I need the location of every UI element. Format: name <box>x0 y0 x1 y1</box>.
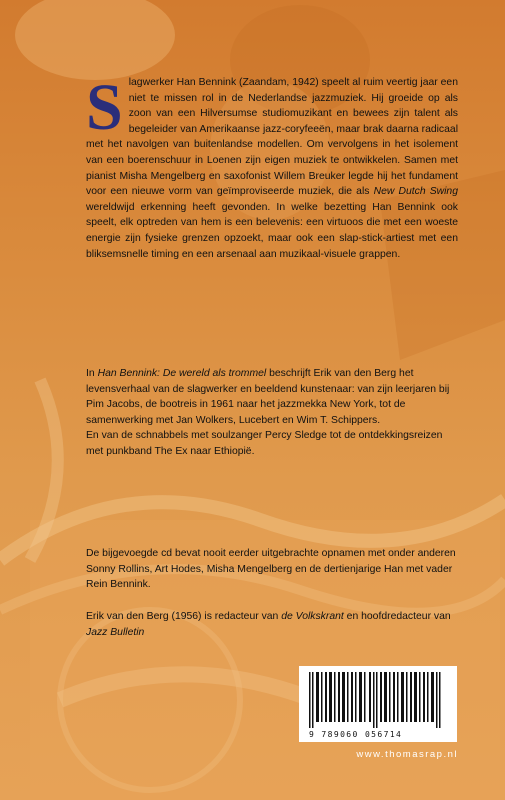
publisher-url[interactable]: www.thomasrap.nl <box>356 749 458 760</box>
summary-paragraph-2: En van de schnabbels met soulzanger Percy Sledge tot de ontdekkingsreizen met punkband The Ex naar Ethiopië. <box>86 430 443 457</box>
summary-lead: In <box>86 368 98 379</box>
summary-text-part1: beschrijft Erik van den Berg het levensverhaal van de slagwerker en beeldend kunstenaar: van zijn leerjaren bij Pim Jacobs, de bootreis in 1961 naar het jazzmekka New York, tot de samenwerking met Jan Wolkers, Lucebert en Wim T. Schippers. <box>86 368 450 426</box>
magazine-name: Jazz Bulletin <box>86 626 145 638</box>
dropcap-letter: S <box>86 71 123 144</box>
intro-italic-term: New Dutch Swing <box>373 186 458 198</box>
book-title: Han Bennink: De wereld als trommel <box>97 368 267 379</box>
intro-text-part2: wereldwijd erkenning heeft gevonden. In welke bezetting Han Bennink ook speelt, elk optreden van hem is een belevenis: een virtuoos die met een woeste energie zijn fysieke grenzen opzoekt, maar ook een slap-stick-artiest met een bliksemsnelle timing en een arsenaal aan muzikaal-visuele grappen. <box>86 201 458 260</box>
author-bio-part1: Erik van den Berg (1956) is redacteur van <box>86 611 282 622</box>
isbn-barcode <box>299 666 457 742</box>
summary-block <box>86 366 458 460</box>
author-bio-part2: en hoofdredacteur van <box>343 611 451 622</box>
intro-paragraph <box>86 71 458 262</box>
newspaper-name: de Volkskrant <box>281 611 344 622</box>
intro-text-part1: lagwerker Han Bennink (Zaandam, 1942) speelt al ruim veertig jaar een niet te missen rol in de Nederlandse jazzmuziek. Hij groeide op als zoon van een Hilversumse studiomuzikant en bewees zijn talent als begeleider van Amerikaanse jazz-coryfeeën, maar brak daarna radicaal met het navolgen van buitenlandse modellen. Om vervolgens in het isolement van een boerenschuur in Loenen zijn eigen muziek te ontwikkelen. Samen met pianist Misha Mengelberg en saxofonist Willem Breuker legde hij het fundament voor een nieuwe vorm van geïmproviseerde muziek, die als <box>86 77 458 198</box>
cd-paragraph: De bijgevoegde cd bevat nooit eerder uitgebrachte opnamen met onder anderen Sonny Rollins, Art Hodes, Misha Mengelberg en de dertienjarige Han met vader Rein Bennink. <box>86 548 456 591</box>
summary-paragraph <box>86 366 458 428</box>
barcode-bars-icon <box>309 672 447 728</box>
isbn-number: 9 789060 056714 <box>309 730 403 739</box>
author-bio <box>86 609 458 640</box>
